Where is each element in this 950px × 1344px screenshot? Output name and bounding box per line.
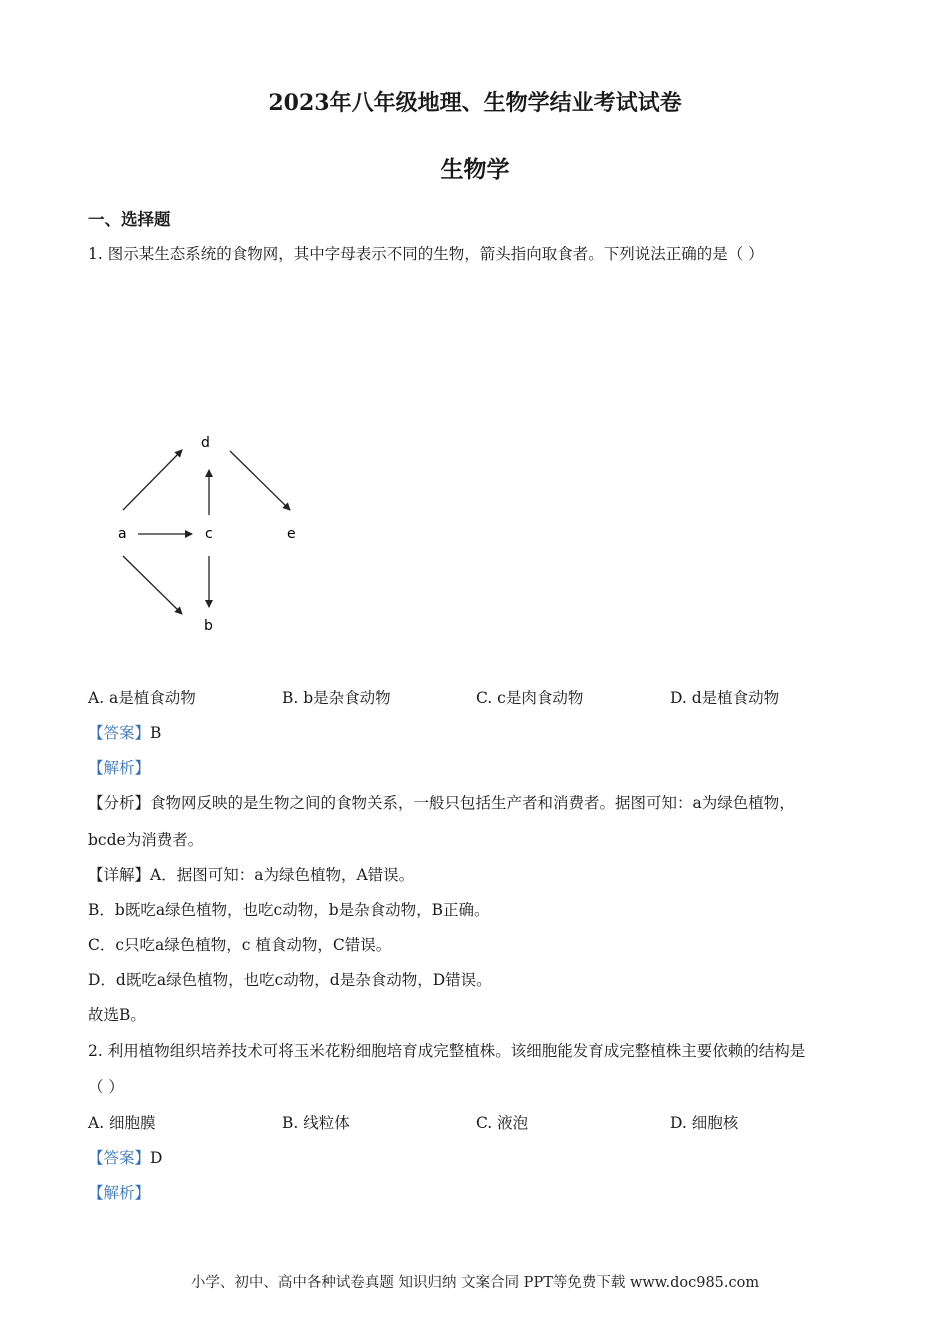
answer-tag: 【答案】 <box>88 1149 151 1167</box>
subject-title: 生物学 <box>440 156 510 183</box>
q1-option-b: B. b是杂食动物 <box>282 689 391 707</box>
node-c: c <box>205 526 213 542</box>
node-a: a <box>118 526 127 542</box>
q2-option-b: B. 线粒体 <box>282 1114 350 1132</box>
section-heading: 一、选择题 <box>88 210 171 229</box>
q1-fenxi-line-2: bcde为消费者。 <box>88 831 204 849</box>
q2-answer: D <box>150 1149 163 1167</box>
arrow-a-to-d <box>123 450 182 510</box>
q1-detail-line-b: B．b既吃a绿色植物，也吃c动物，b是杂食动物，B正确。 <box>88 901 490 919</box>
q1-detail-line-d: D．d既吃a绿色植物，也吃c动物，d是杂食动物，D错误。 <box>88 971 492 989</box>
q1-conclusion: 故选B。 <box>88 1006 146 1024</box>
q1-option-c: C. c是肉食动物 <box>476 689 584 707</box>
q1-option-a: A. a是植食动物 <box>88 689 196 707</box>
answer-tag: 【答案】 <box>88 724 151 742</box>
q1-analysis-tag: 【解析】 <box>88 759 151 777</box>
arrow-a-to-b <box>123 556 182 614</box>
question-2-stem-paren: （ ） <box>88 1078 124 1096</box>
fenxi-text-1: 食物网反映的是生物之间的食物关系，一般只包括生产者和消费者。据图可知：a为绿色植物， <box>150 794 795 812</box>
q1-answer: B <box>150 724 162 742</box>
arrow-d-to-e <box>230 451 290 510</box>
detail-a-text: A．据图可知：a为绿色植物，A错误。 <box>150 866 415 884</box>
page-footer: 小学、初中、高中各种试卷真题 知识归纳 文案合同 PPT等免费下载 www.doc985.com <box>190 1275 760 1291</box>
q2-analysis-tag: 【解析】 <box>88 1184 151 1202</box>
node-e: e <box>287 526 296 542</box>
exam-title: 2023年八年级地理、生物学结业考试试卷 <box>268 90 682 116</box>
q1-answer-line <box>88 721 161 743</box>
question-2-stem: 2. 利用植物组织培养技术可将玉米花粉细胞培育成完整植株。该细胞能发育成完整植株主要依赖的结构是 <box>88 1042 806 1060</box>
q1-option-d: D. d是植食动物 <box>670 689 780 707</box>
q2-option-c: C. 液泡 <box>476 1114 529 1132</box>
detail-tag: 【详解】 <box>88 866 151 884</box>
node-b: b <box>204 618 213 634</box>
q2-answer-line <box>88 1146 162 1168</box>
fenxi-tag: 【分析】 <box>88 794 151 812</box>
food-web-diagram <box>100 420 330 645</box>
q2-option-a: A. 细胞膜 <box>88 1114 156 1132</box>
q1-detail-line-a <box>88 863 414 885</box>
q1-detail-line-c: C．c只吃a绿色植物，c 植食动物，C错误。 <box>88 936 392 954</box>
q2-option-d: D. 细胞核 <box>670 1114 739 1132</box>
node-d: d <box>201 435 210 451</box>
q1-fenxi-line-1 <box>88 791 795 813</box>
question-1-stem: 1. 图示某生态系统的食物网，其中字母表示不同的生物，箭头指向取食者。下列说法正确的是（ ） <box>88 245 764 263</box>
